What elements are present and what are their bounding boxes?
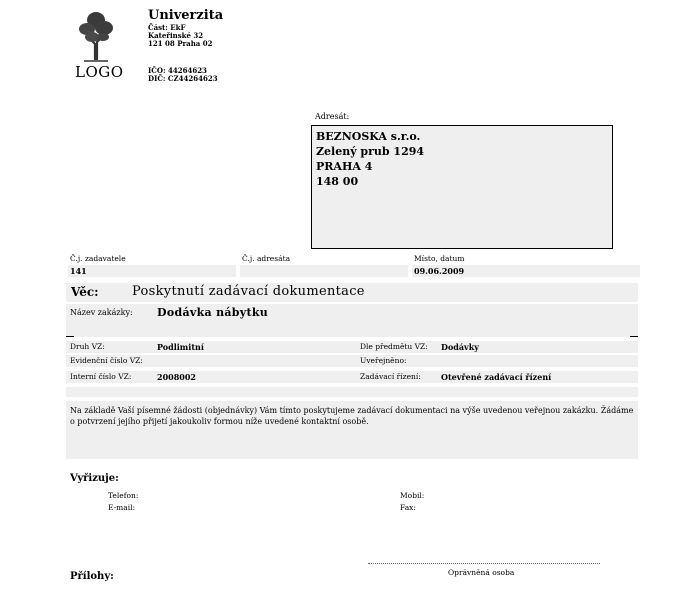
cj-zadavatele-label: Č.j. zadavatele: [70, 254, 126, 263]
cj-adresata-label: Č.j. adresáta: [242, 254, 291, 263]
org-address: [148, 24, 213, 48]
signature-line: [368, 563, 600, 564]
addressee-line: 148 00: [316, 175, 359, 188]
vz-row-band: [66, 341, 638, 353]
misto-datum-label: Místo, datum: [414, 254, 465, 263]
zadavaci-rizeni-value: Otevřené zadávací řízení: [441, 372, 552, 382]
mobil-label: Mobil:: [400, 491, 425, 500]
org-line: Kateřinské 32: [148, 31, 204, 40]
cj-zadavatele-value: 141: [68, 265, 236, 277]
vz-row-band: [66, 387, 638, 397]
zadavaci-rizeni-label: Zadávací řízení:: [360, 372, 421, 381]
contract-label: Název zakázky:: [70, 308, 133, 317]
right-tick-mark: [630, 336, 638, 337]
interni-cislo-value: 2008002: [157, 372, 196, 382]
contact-heading: Vyřizuje:: [70, 473, 119, 484]
addressee-label: Adresát:: [315, 112, 350, 121]
contract-band: [66, 304, 638, 337]
contract-value: Dodávka nábytku: [157, 306, 269, 319]
org-name: Univerzita: [148, 8, 224, 23]
predmet-vz-label: Dle předmětu VZ:: [360, 342, 428, 351]
misto-datum-value: 09.06.2009: [412, 265, 640, 277]
vz-row-band: [66, 371, 638, 383]
telefon-label: Telefon:: [108, 491, 139, 500]
org-ico: IČO: 44264623: [148, 66, 207, 75]
fax-label: Fax:: [400, 503, 416, 512]
body-text: Na základě Vaší písemné žádosti (objednávky) Vám tímto poskytujeme zadávací dokumentaci na výše uvedenou veřejnou zakázku. Žádáme o potvrzení jejího přijetí jakoukoliv formou níže uvedené kontaktní osobě.: [70, 406, 634, 426]
attachments-heading: Přílohy:: [70, 571, 114, 582]
evidencni-cislo-label: Evidenční číslo VZ:: [70, 356, 143, 365]
org-dic: DIČ: CZ44264623: [148, 74, 218, 83]
interni-cislo-label: Interní číslo VZ:: [70, 372, 132, 381]
subject-text: Poskytnutí zadávací dokumentace: [132, 284, 365, 299]
uverejneno-label: Uveřejněno:: [360, 356, 407, 365]
org-line: Část: EkF: [148, 23, 186, 32]
druh-vz-label: Druh VZ:: [70, 342, 105, 351]
druh-vz-value: Podlimitní: [157, 342, 204, 352]
email-label: E-mail:: [108, 503, 136, 512]
vz-row-band: [66, 355, 638, 367]
addressee-lines: [316, 129, 424, 189]
left-tick-mark: [66, 336, 74, 337]
tree-logo-icon: [78, 10, 114, 62]
subject-label: Věc:: [71, 285, 99, 299]
predmet-vz-value: Dodávky: [441, 342, 479, 352]
signature-label: Oprávněná osoba: [448, 568, 515, 577]
cj-adresata-value: [240, 265, 408, 277]
logo-text: LOGO: [75, 63, 124, 81]
org-ids: [148, 67, 218, 83]
addressee-line: BEZNOSKA s.r.o.: [316, 130, 421, 143]
org-line: 121 08 Praha 02: [148, 39, 213, 48]
addressee-line: Zelený prub 1294: [316, 145, 425, 158]
addressee-line: PRAHA 4: [316, 160, 373, 173]
